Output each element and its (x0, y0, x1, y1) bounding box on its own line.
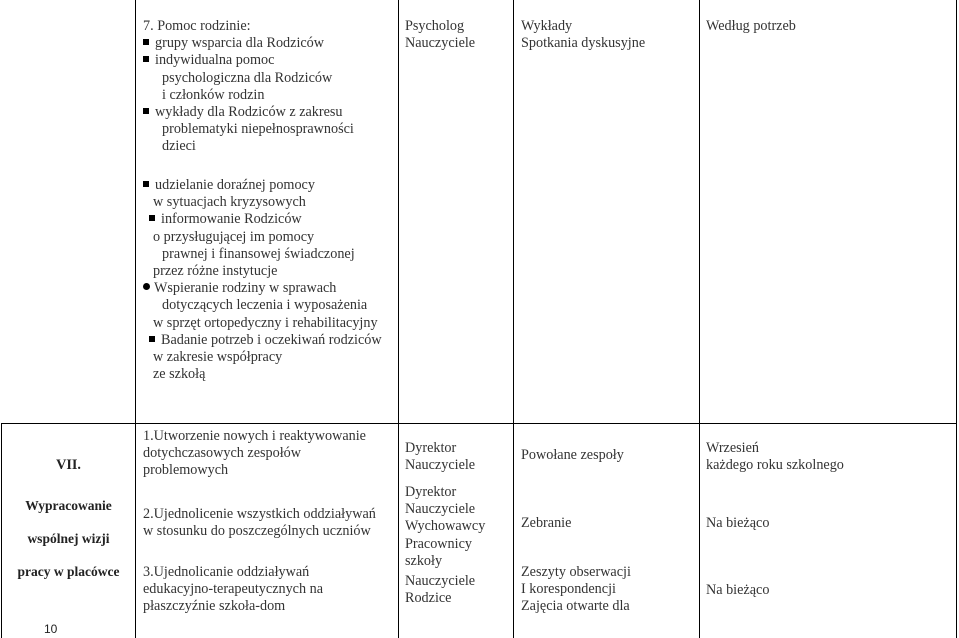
page-number: 10 (44, 622, 58, 636)
section-title: 7. Pomoc rodzinie: (143, 18, 251, 34)
list-item: indywidualna pomoc (143, 52, 354, 69)
column-divider-3 (513, 0, 514, 638)
list-item-continuation: prawnej i finansowej świadczonej (162, 245, 355, 262)
list-item: udzielanie doraźnej pomocy (143, 177, 382, 194)
list-item-continuation: problematyki niepełnosprawności (162, 121, 354, 138)
square-bullet-icon (143, 181, 149, 187)
task-3-text: 3.Ujednolicanie oddziaływań edukacyjno-terapeutycznych na płaszczyźnie szkoła-dom (143, 564, 324, 615)
row1-when-cell (706, 18, 796, 35)
section-heading: Wypracowanie wspólnej wizji pracy w placówce (17, 498, 120, 579)
list-item-continuation: dzieci (162, 138, 196, 155)
task-2-responsible: Dyrektor Nauczyciele Wychowawcy Pracownicy szkoły (405, 484, 486, 569)
task-3-responsible: Nauczyciele Rodzice (405, 573, 476, 607)
task-2-when: Na bieżąco (706, 515, 770, 531)
square-bullet-icon (149, 215, 155, 221)
row1-content-cell-b (143, 177, 382, 383)
task-1-responsible: Dyrektor Nauczyciele (405, 440, 476, 474)
row1-form-cell (521, 18, 645, 52)
list-item-continuation: przez różne instytucje (153, 263, 278, 280)
list-item-continuation: w zakresie współpracy (153, 349, 283, 366)
column-divider-4 (699, 0, 700, 638)
table-border-left-upper (135, 0, 136, 423)
list-item: grupy wsparcia dla Rodziców (143, 35, 354, 52)
list-item-continuation: dotyczących leczenia i wyposażenia (162, 297, 368, 314)
list-item: wykłady dla Rodziców z zakresu (143, 104, 354, 121)
list-item: informowanie Rodziców (143, 211, 382, 228)
list-item-continuation: psychologiczna dla Rodziców (162, 69, 333, 86)
square-bullet-icon (143, 108, 149, 114)
section-number: VII. (56, 457, 81, 473)
task-2-form: Zebranie (521, 515, 572, 531)
list-item-continuation: o przysługującej im pomocy (153, 228, 315, 245)
task-1-text: 1.Utworzenie nowych i reaktywowanie dotychczasowych zespołów problemowych (143, 428, 366, 479)
list-item-continuation: ze szkołą (153, 366, 206, 383)
square-bullet-icon (143, 39, 149, 45)
row-divider (1, 423, 957, 424)
square-bullet-icon (143, 56, 149, 62)
row1-responsible-cell (405, 18, 475, 52)
list-item-continuation: w sytuacjach kryzysowych (153, 194, 306, 211)
list-item-continuation: i członków rodzin (162, 86, 265, 103)
timing-text: Według potrzeb (706, 18, 796, 34)
column-divider-1 (135, 423, 136, 638)
task-3-form: Zeszyty obserwacji I korespondencji Zajęcia otwarte dla (521, 564, 631, 615)
task-3-when: Na bieżąco (706, 582, 770, 598)
form-item: Spotkania dyskusyjne (521, 35, 646, 52)
column-divider-2 (398, 0, 399, 638)
round-bullet-icon (143, 283, 150, 290)
form-item: Wykłady (521, 18, 573, 34)
table-border-right (956, 0, 957, 638)
task-2-text: 2.Ujednolicenie wszystkich oddziaływań w stosunku do poszczególnych uczniów (143, 506, 376, 540)
responsible-person: Nauczyciele (405, 35, 476, 52)
list-item: Wspieranie rodziny w sprawach (143, 280, 382, 297)
list-item-continuation: w sprzęt ortopedyczny i rehabilitacyjny (153, 314, 378, 331)
responsible-person: Psycholog (405, 18, 465, 34)
square-bullet-icon (149, 336, 155, 342)
row1-content-cell (143, 18, 354, 156)
task-1-form: Powołane zespoły (521, 447, 624, 463)
list-item: Badanie potrzeb i oczekiwań rodziców (143, 332, 382, 349)
task-1-when: Wrzesień każdego roku szkolnego (706, 440, 844, 474)
